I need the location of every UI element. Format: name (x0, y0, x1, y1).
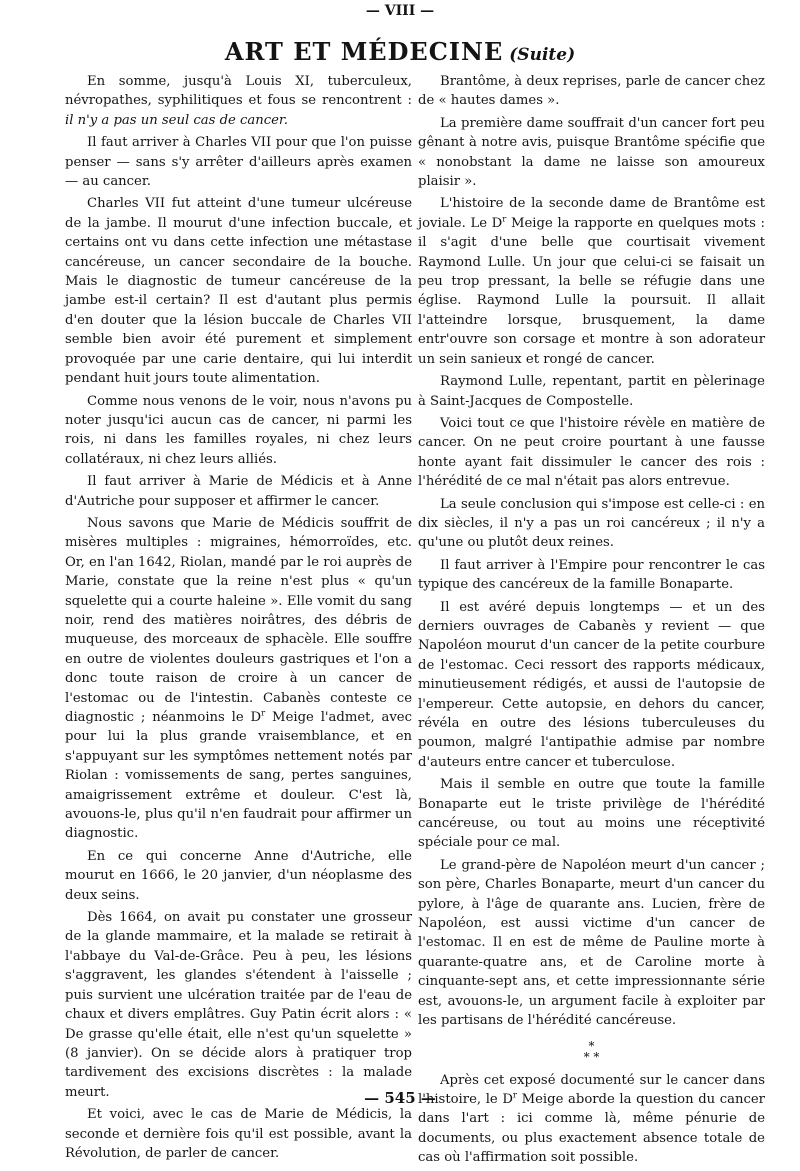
paragraph: Il faut arriver à Charles VII pour que l'on puisse penser — sans s'y arrêter d'ailleurs après examen — au cancer. (65, 135, 412, 190)
title-main: ART ET MÉDECINE (224, 37, 504, 66)
asterisk-top: * (588, 1038, 595, 1053)
paragraph-text: Meige aborde la question du cancer dans l'art : ici comme là, même pénurie de documents, ou plus exactement absence totale de cas où l'affirmation soit possible. (418, 1091, 765, 1166)
paragraph (418, 1071, 765, 1168)
page-number: — 545 — (364, 1089, 436, 1107)
paragraph-text: Nous savons que Marie de Médicis souffrit de misères multiples : migraines, hémorroïdes, etc. Or, en l'an 1642, Riolan, mandé par le roi auprès de Marie, constate que la reine n'est plus « qu'un squelette qui a courte haleine ». Elle vomit du sang noir, rend des matières noirâtres, des débris de muqueuse, des morceaux de sphacèle. Elle souffre en outre de violentes douleurs gastriques et l'on a donc toute raison de croire à un cancer de l'estomac ou de l'intestin. Cabanès conteste ce diagnostic ; néanmoins le D (65, 515, 412, 725)
top-folio: — VIII — (365, 3, 435, 19)
italic-phrase: il n'y a pas un seul cas de cancer. (65, 112, 288, 128)
left-column (65, 72, 412, 1166)
paragraph: Mais il semble en outre que toute la famille Bonaparte eut le triste privilège de l'hérédité cancéreuse, ou tout au moins une réceptivité spéciale pour ce mal. (418, 777, 765, 851)
title-suffix: (Suite) (509, 45, 576, 65)
article-title (0, 38, 800, 69)
paragraph: Il faut arriver à l'Empire pour rencontrer le cas typique des cancéreux de la famille Bonaparte. (418, 557, 765, 593)
paragraph: Et voici, avec le cas de Marie de Médicis, la seconde et dernière fois qu'il est possible, avant la Révolution, de parler de cancer. (65, 1107, 412, 1161)
paragraph: La seule conclusion qui s'impose est celle-ci : en dix siècles, il n'y a pas un roi cancéreux ; il n'y a qu'une ou plutôt deux reines. (418, 496, 765, 551)
paragraph: Dès 1664, on avait pu constater une grosseur de la glande mammaire, et la malade se retirait à l'abbaye du Val-de-Grâce. Peu à peu, les lésions s'aggravent, les glandes s'étendent à l'aisselle ; puis survient une ulcération traitée par de l'eau de chaux et divers emplâtres. Guy Patin écrit alors : « De grasse qu'elle était, elle n'est qu'un squelette » (8 janvier). On se décide alors à pratiquer trop tardivement des excisions discrètes : la malade meurt. (65, 910, 412, 1100)
paragraph-text: Meige la rapporte en quelques mots : il s'agit d'une belle que courtisait vivement Raymond Lulle. Un jour que celui-ci se faisait un peu trop pressant, la belle se réfugie dans une église. Raymond Lulle la poursuit. Il allait l'atteindre lorsque, brusquement, la dame entr'ouvre son corsage et montre à son adorateur un sein sanieux et rongé de cancer. (418, 215, 765, 367)
right-column (418, 72, 765, 1171)
paragraph (418, 194, 765, 369)
paragraph: Le grand-père de Napoléon meurt d'un cancer ; son père, Charles Bonaparte, meurt d'un cancer du pylore, à l'âge de quarante ans. Lucien, frère de Napoléon, est aussi victime d'un cancer de l'estomac. Il en est de même de Pauline morte à quarante-quatre ans, et de Caroline morte à cinquante-sept ans, et cette impressionnante série est, avouons-le, un argument facile à exploiter par les partisans de l'hérédité cancéreuse. (418, 857, 765, 1029)
superscript: r (502, 214, 507, 225)
superscript: r (512, 1090, 517, 1101)
paragraph-text: En somme, jusqu'à Louis XI, tuberculeux, névropathes, syphilitiques et fous se rencontrent : (65, 74, 412, 109)
asterisk-bottom: * * (583, 1049, 600, 1064)
paragraph: Comme nous venons de le voir, nous n'avons pu noter jusqu'ici aucun cas de cancer, ni parmi les rois, ni dans les familles royales, ni chez leurs collatéraux, ni chez leurs alliés. (65, 393, 412, 467)
paragraph-text: Meige l'admet, avec pour lui la plus grande vraisemblance, et en s'appuyant sur les symptômes nettement notés par Riolan : vomissements de sang, pertes sanguines, amaigrissement extrême et douleur. C'est là, avouons-le, plus qu'il n'en faudrait pour affirmer un diagnostic. (65, 710, 412, 842)
paragraph: Raymond Lulle, repentant, partit en pèlerinage à Saint-Jacques de Compostelle. (418, 374, 765, 409)
paragraph-text: Après cet exposé documenté sur le cancer dans l'histoire, le D (418, 1072, 765, 1107)
superscript: r (261, 708, 266, 719)
paragraph: Il faut arriver à Marie de Médicis et à Anne d'Autriche pour supposer et affirmer le cancer. (65, 474, 412, 509)
paragraph (65, 72, 412, 130)
paragraph-text: L'histoire de la seconde dame de Brantôme est joviale. Le D (418, 196, 765, 231)
paragraph: Il est avéré depuis longtemps — et un des derniers ouvrages de Cabanès y revient — que Napoléon mourut d'un cancer de la petite courbure de l'estomac. Ceci ressort des rapports médicaux, minutieusement rédigés, et aussi de l'autopsie de l'empereur. Cette autopsie, en dehors du cancer, révéla en outre des lésions tuberculeuses du poumon, malgré l'antipathie admise par nombre d'auteurs entre cancer et tuberculose. (418, 599, 765, 770)
paragraph: La première dame souffrait d'un cancer fort peu gênant à notre avis, puisque Brantôme spécifie que « nonobstant la dame ne laisse son amoureux plaisir ». (418, 115, 765, 190)
paragraph: En ce qui concerne Anne d'Autriche, elle mourut en 1666, le 20 janvier, d'un néoplasme des deux seins. (65, 848, 412, 903)
paragraph (65, 514, 412, 844)
paragraph: Charles VII fut atteint d'une tumeur ulcéreuse de la jambe. Il mourut d'une infection buccale, et certains ont vu dans cette infection une métastase cancéreuse, un cancer secondaire de la bouche. Mais le diagnostic de tumeur cancéreuse de la jambe est-il certain? Il est d'autant plus permis d'en douter que la lésion buccale de Charles VII semble bien avoir été purement et simplement provoquée par une carie dentaire, qui lui interdit pendant huit jours toute alimentation. (65, 196, 412, 387)
paragraph: Voici tout ce que l'histoire révèle en matière de cancer. On ne peut croire pourtant à une fausse honte ayant fait dissimuler le cancer des rois : l'hérédité de ce mal n'était pas alors entrevue. (418, 415, 765, 490)
paragraph: Brantôme, à deux reprises, parle de cancer chez de « hautes dames ». (418, 74, 765, 109)
section-separator (418, 1038, 765, 1064)
